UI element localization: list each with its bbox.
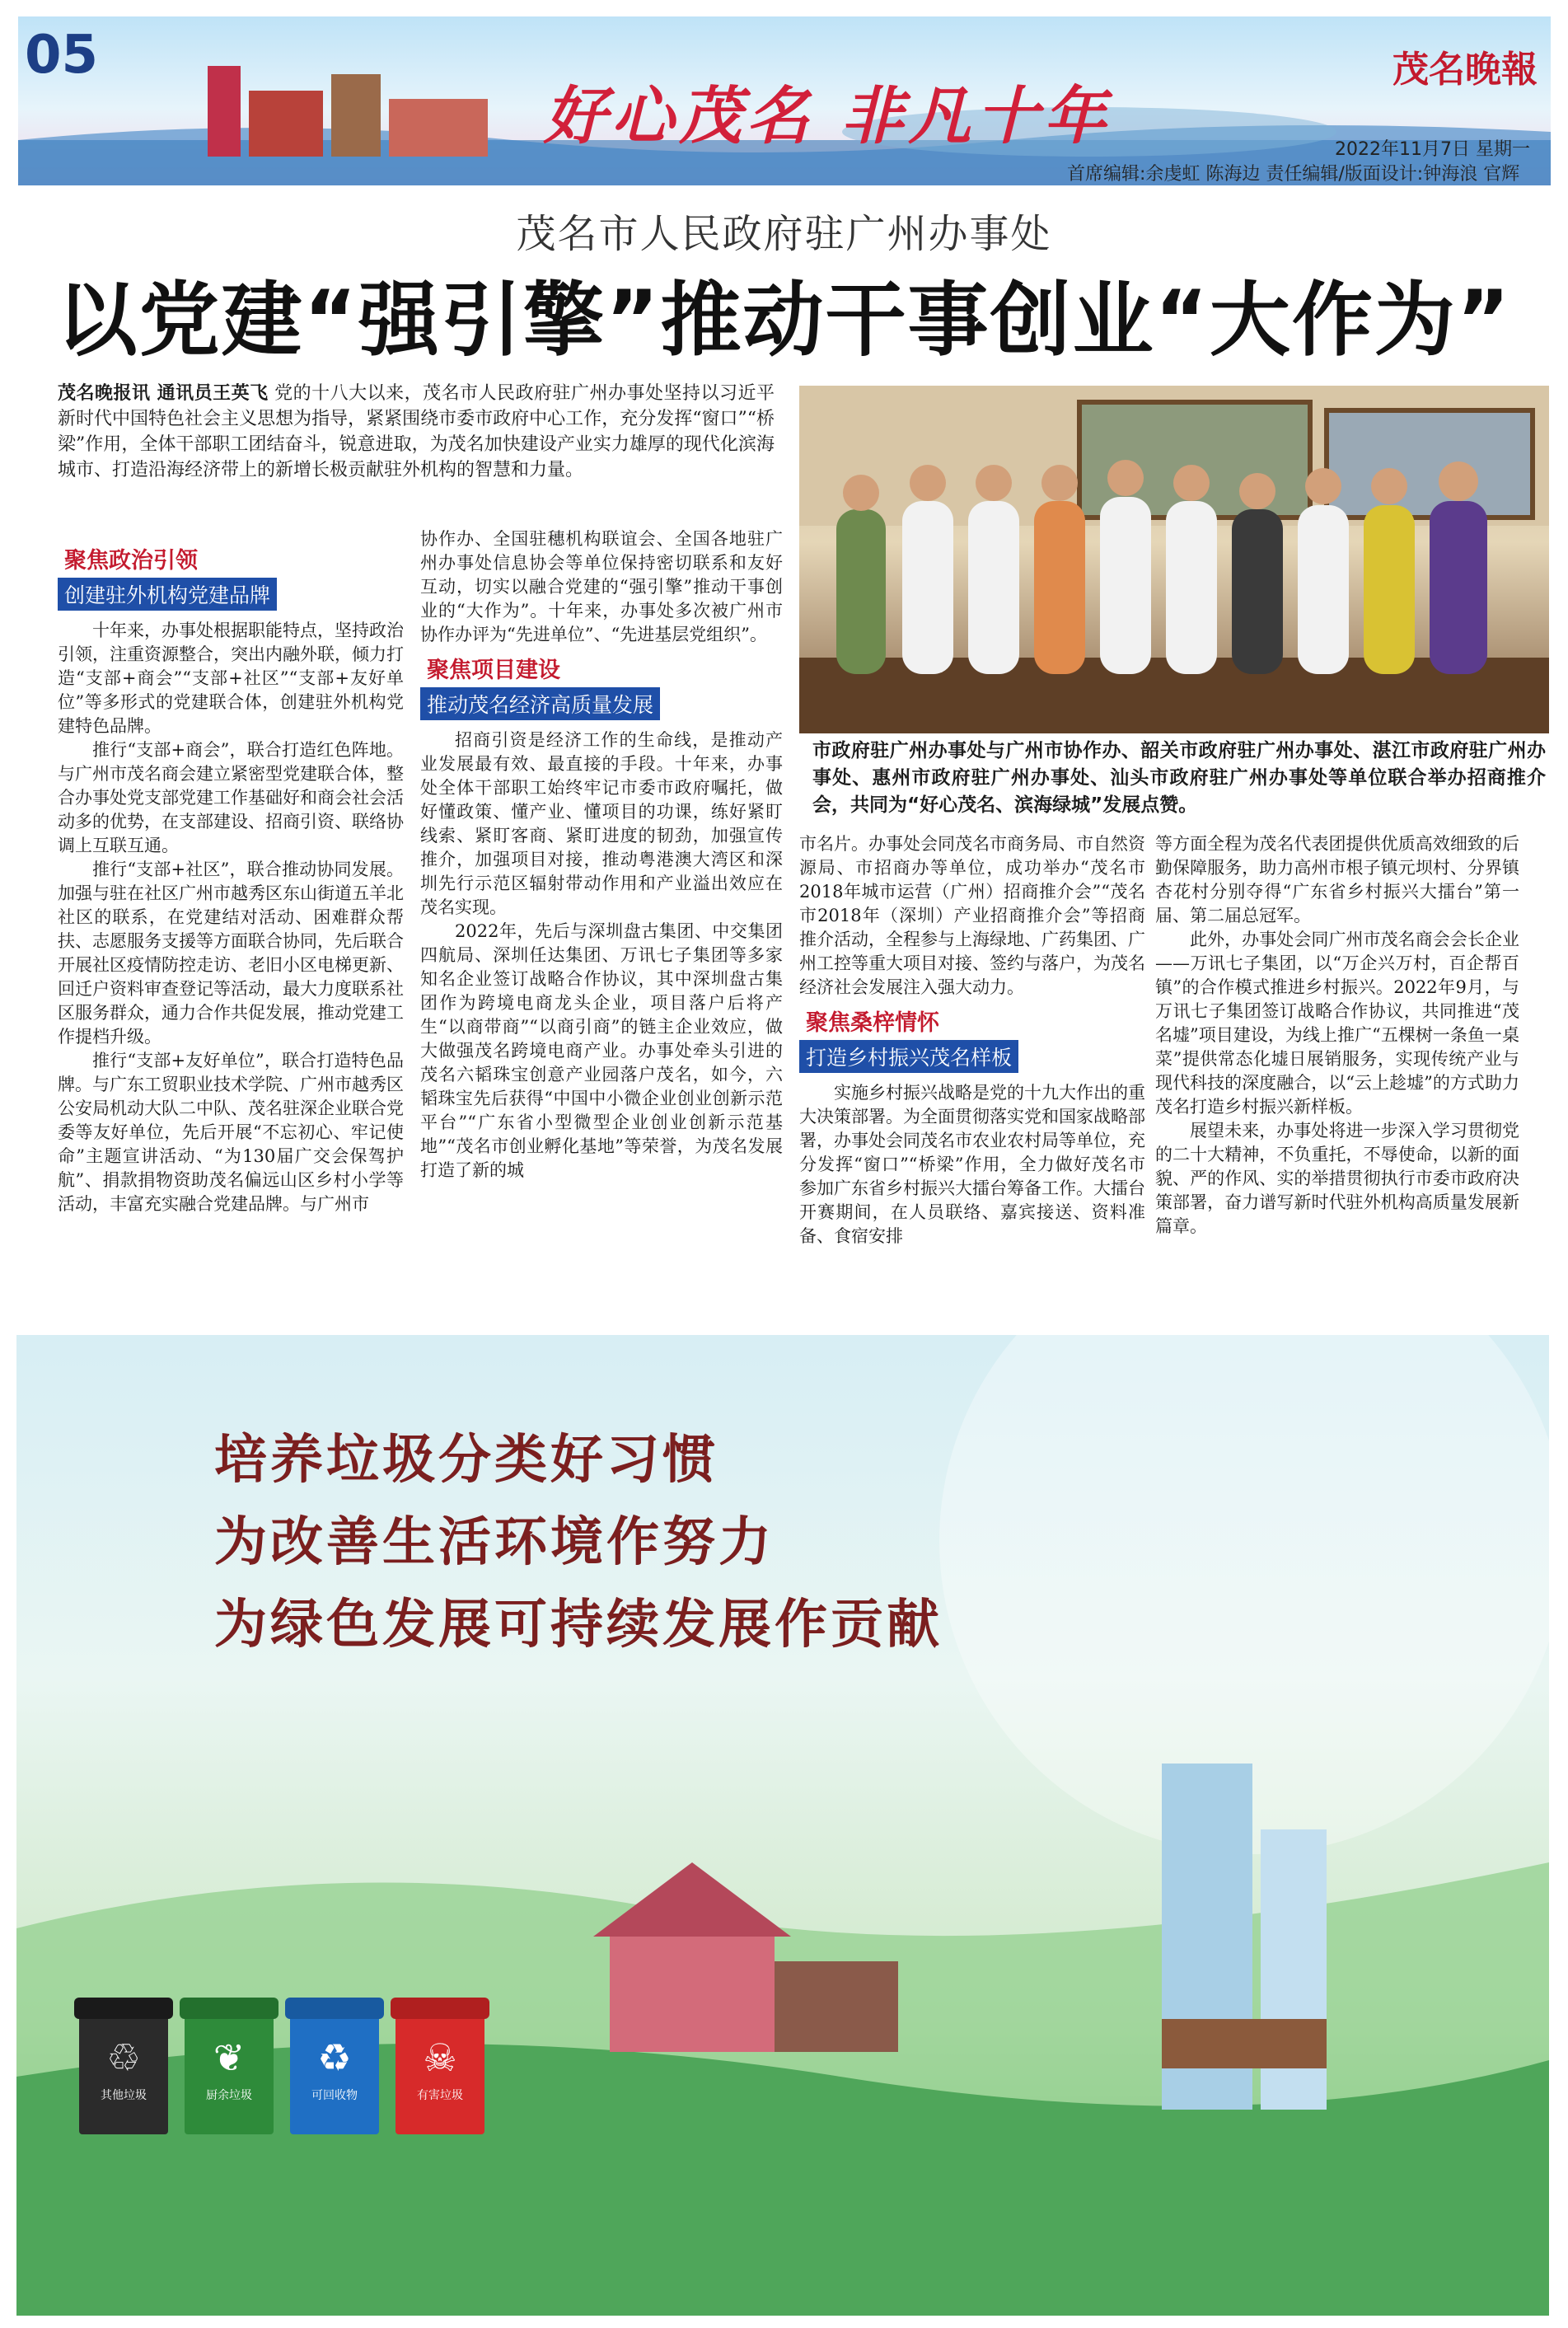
bin-kitchen-waste: ❦ 厨余垃圾 (185, 2011, 274, 2134)
paragraph: 推行“支部+商会”，联合打造红色阵地。与广州市茂名商会建立紧密型党建联合体，整合办事处党支部党建工作基础好和商会社会活动多的优势，在支部建设、招商引资、联络协调上互联互通。 (58, 740, 404, 855)
column-1 (58, 537, 404, 1216)
hazard-icon: ☠ (423, 2035, 457, 2080)
column-3 (799, 832, 1145, 1248)
sub-headline: 茂名市人民政府驻广州办事处 (516, 211, 1052, 257)
paragraph: 实施乡村振兴战略是党的十九大作出的重大决策部署。为全面贯彻落实党和国家战略部署，办事处会同茂名市农业农村局等单位，充分发挥“窗口”“桥梁”作用，全力做好茂名市参加广东省乡村振兴大擂台筹备工作。大擂台开赛期间，在人员联络、嘉宾接送、资料准备、食宿安排 (799, 1083, 1145, 1246)
column-2 (420, 527, 783, 1183)
group-photo (799, 386, 1549, 733)
main-headline: 以党建“强引擎”推动干事创业“大作为” (56, 274, 1512, 368)
paragraph: 此外，办事处会同广州市茂名商会会长企业——万讯七子集团，以“万企兴万村，百企帮百镇”的合作模式推进乡村振兴。2022年9月，与万讯七子集团签订战略合作协议，共同推进“茂名墟”项目建设，为线上推广“五棵树一条鱼一桌菜”提供常态化墟日展销服务，实现传统产业与现代科技的深度融合，以“云上趁墟”的方式助力茂名打造乡村振兴新样板。 (1155, 930, 1519, 1117)
paragraph: 展望未来，办事处将进一步深入学习贯彻党的二十大精神，不负重托，不辱使命，以新的面貌、严的作风、实的举措贯彻执行市委市政府决策部署，奋力谱写新时代驻外机构高质量发展新篇章。 (1155, 1121, 1519, 1236)
leaf-icon: ❦ (213, 2035, 246, 2080)
bin-hazardous: ☠ 有害垃圾 (396, 2011, 484, 2134)
newspaper-logo: 茂名晚報 (1392, 49, 1538, 91)
masthead-slogan: 好心茂名 非凡十年 (544, 79, 1112, 152)
paragraph: 等方面全程为茂名代表团提供优质高效细致的后勤保障服务，助力高州市根子镇元坝村、分界镇杏花村分别夺得“广东省乡村振兴大擂台”第一届、第二届总冠军。 (1155, 834, 1519, 925)
lead-paragraph (58, 381, 775, 483)
ad-slogan-line-2: 为改善生活环境作努力 (214, 1511, 775, 1573)
paragraph: 推行“支部+社区”，联合推动协同发展。加强与驻在社区广州市越秀区东山街道五羊北社区的联系，在党建结对活动、困难群众帮扶、志愿服务支援等方面联合协同，先后联合开展社区疫情防控走访、老旧小区电梯更新、回迁户资料审查登记等活动，最大力度联系社区服务群众，通力合作共促发展，推动党建工作提档升级。 (58, 860, 404, 1047)
bin-other-waste: ♲ 其他垃圾 (79, 2011, 168, 2134)
section-tag: 打造乡村振兴茂名样板 (799, 1040, 1018, 1073)
paragraph: 十年来，办事处根据职能特点，坚持政治引领，注重资源整合，突出内融外联，倾力打造“支部+商会”“支部+社区”“支部+友好单位”等多形式的党建联合体，创建驻外机构党建特色品牌。 (58, 621, 404, 736)
lead-text: 党的十八大以来，茂名市人民政府驻广州办事处坚持以习近平新时代中国特色社会主义思想为指导，紧紧围绕市委市政府中心工作，充分发挥“窗口”“桥梁”作用，全体干部职工团结奋斗，锐意进取，为茂名加快建设产业实力雄厚的现代化滨海城市、打造沿海经济带上的新增长极贡献驻外机构的智慧和力量。 (58, 383, 775, 480)
recycle-icon: ♻ (317, 2035, 352, 2080)
paragraph: 推行“支部+友好单位”，联合打造特色品牌。与广东工贸职业技术学院、广州市越秀区公安局机动大队二中队、茂名驻深企业联合党委等友好单位，先后开展“不忘初心、牢记使命”主题宣讲活动、“为130届广交会保驾护航”、捐款捐物资助茂名偏远山区乡村小学等活动，丰富充实融合党建品牌。与广州市 (58, 1051, 404, 1214)
publication-date: 2022年11月7日 星期一 (1335, 139, 1530, 160)
recycle-icon: ♲ (106, 2035, 141, 2080)
paragraph: 招商引资是经济工作的生命线，是推动产业发展最有效、最直接的手段。十年来，办事处全体干部职工始终牢记市委市政府嘱托，做好懂政策、懂产业、懂项目的功课，练好紧盯线索、紧盯客商、紧盯进度的韧劲，加强宣传推介，加强项目对接，推动粤港澳大湾区和深圳先行示范区辐射带动作用和产业溢出效应在茂名实现。 (420, 730, 783, 917)
lead-byline: 茂名晚报讯 通讯员王英飞 (58, 382, 269, 404)
public-service-advert (16, 1335, 1549, 2316)
paragraph: 市名片。办事处会同茂名市商务局、市自然资源局、市招商办等单位，成功举办“茂名市2018年城市运营（广州）招商推介会”“茂名市2018年（深圳）产业招商推介会”等招商推介活动，全程参与上海绿地、广药集团、广州工控等重大项目对接、签约与落户，为茂名经济社会发展注入强大动力。 (799, 834, 1145, 997)
section-title: 聚焦项目建设 (427, 658, 560, 683)
ad-slogan-line-1: 培养垃圾分类好习惯 (214, 1429, 718, 1491)
section-tag: 创建驻外机构党建品牌 (58, 578, 277, 611)
editors-credit: 首席编辑:余虔虹 陈海边 责任编辑/版面设计:钟海浪 官辉 (1067, 164, 1520, 185)
section-title: 聚焦桑梓情怀 (806, 1010, 939, 1036)
page-number: 05 (25, 25, 99, 86)
bin-recyclable: ♻ 可回收物 (290, 2011, 379, 2134)
paragraph: 2022年，先后与深圳盘古集团、中交集团四航局、深圳任达集团、万讯七子集团等多家知名企业签订战略合作协议，其中深圳盘古集团作为跨境电商龙头企业，项目落户后将产生“以商带商”“以商引商”的链主企业效应，做大做强茂名跨境电商产业。办事处牵头引进的茂名六韬珠宝创意产业园落户茂名，如今，六韬珠宝先后获得“中国中小微企业创业创新示范平台”“广东省小型微型企业创业创新示范基地”“茂名市创业孵化基地”等荣誉，为茂名发展打造了新的城 (420, 921, 783, 1180)
column-4 (1155, 832, 1519, 1239)
group-photo-illustration (799, 386, 1549, 733)
paragraph: 协作办、全国驻穗机构联谊会、全国各地驻广州办事处信息协会等单位保持密切联系和友好互动，切实以融合党建的“强引擎”推动干事创业的“大作为”。十年来，办事处多次被广州市协作办评为“先进单位”、“先进基层党组织”。 (420, 529, 783, 644)
section-title: 聚焦政治引领 (64, 548, 198, 574)
section-tag: 推动茂名经济高质量发展 (420, 687, 660, 720)
ad-slogan-line-3: 为绿色发展可持续发展作贡献 (214, 1594, 943, 1656)
photo-caption: 市政府驻广州办事处与广州市协作办、韶关市政府驻广州办事处、湛江市政府驻广州办事处、惠州市政府驻广州办事处、汕头市政府驻广州办事处等单位联合举办招商推介会，共同为“好心茂名、滨海绿城”发展点赞。 (812, 740, 1546, 816)
